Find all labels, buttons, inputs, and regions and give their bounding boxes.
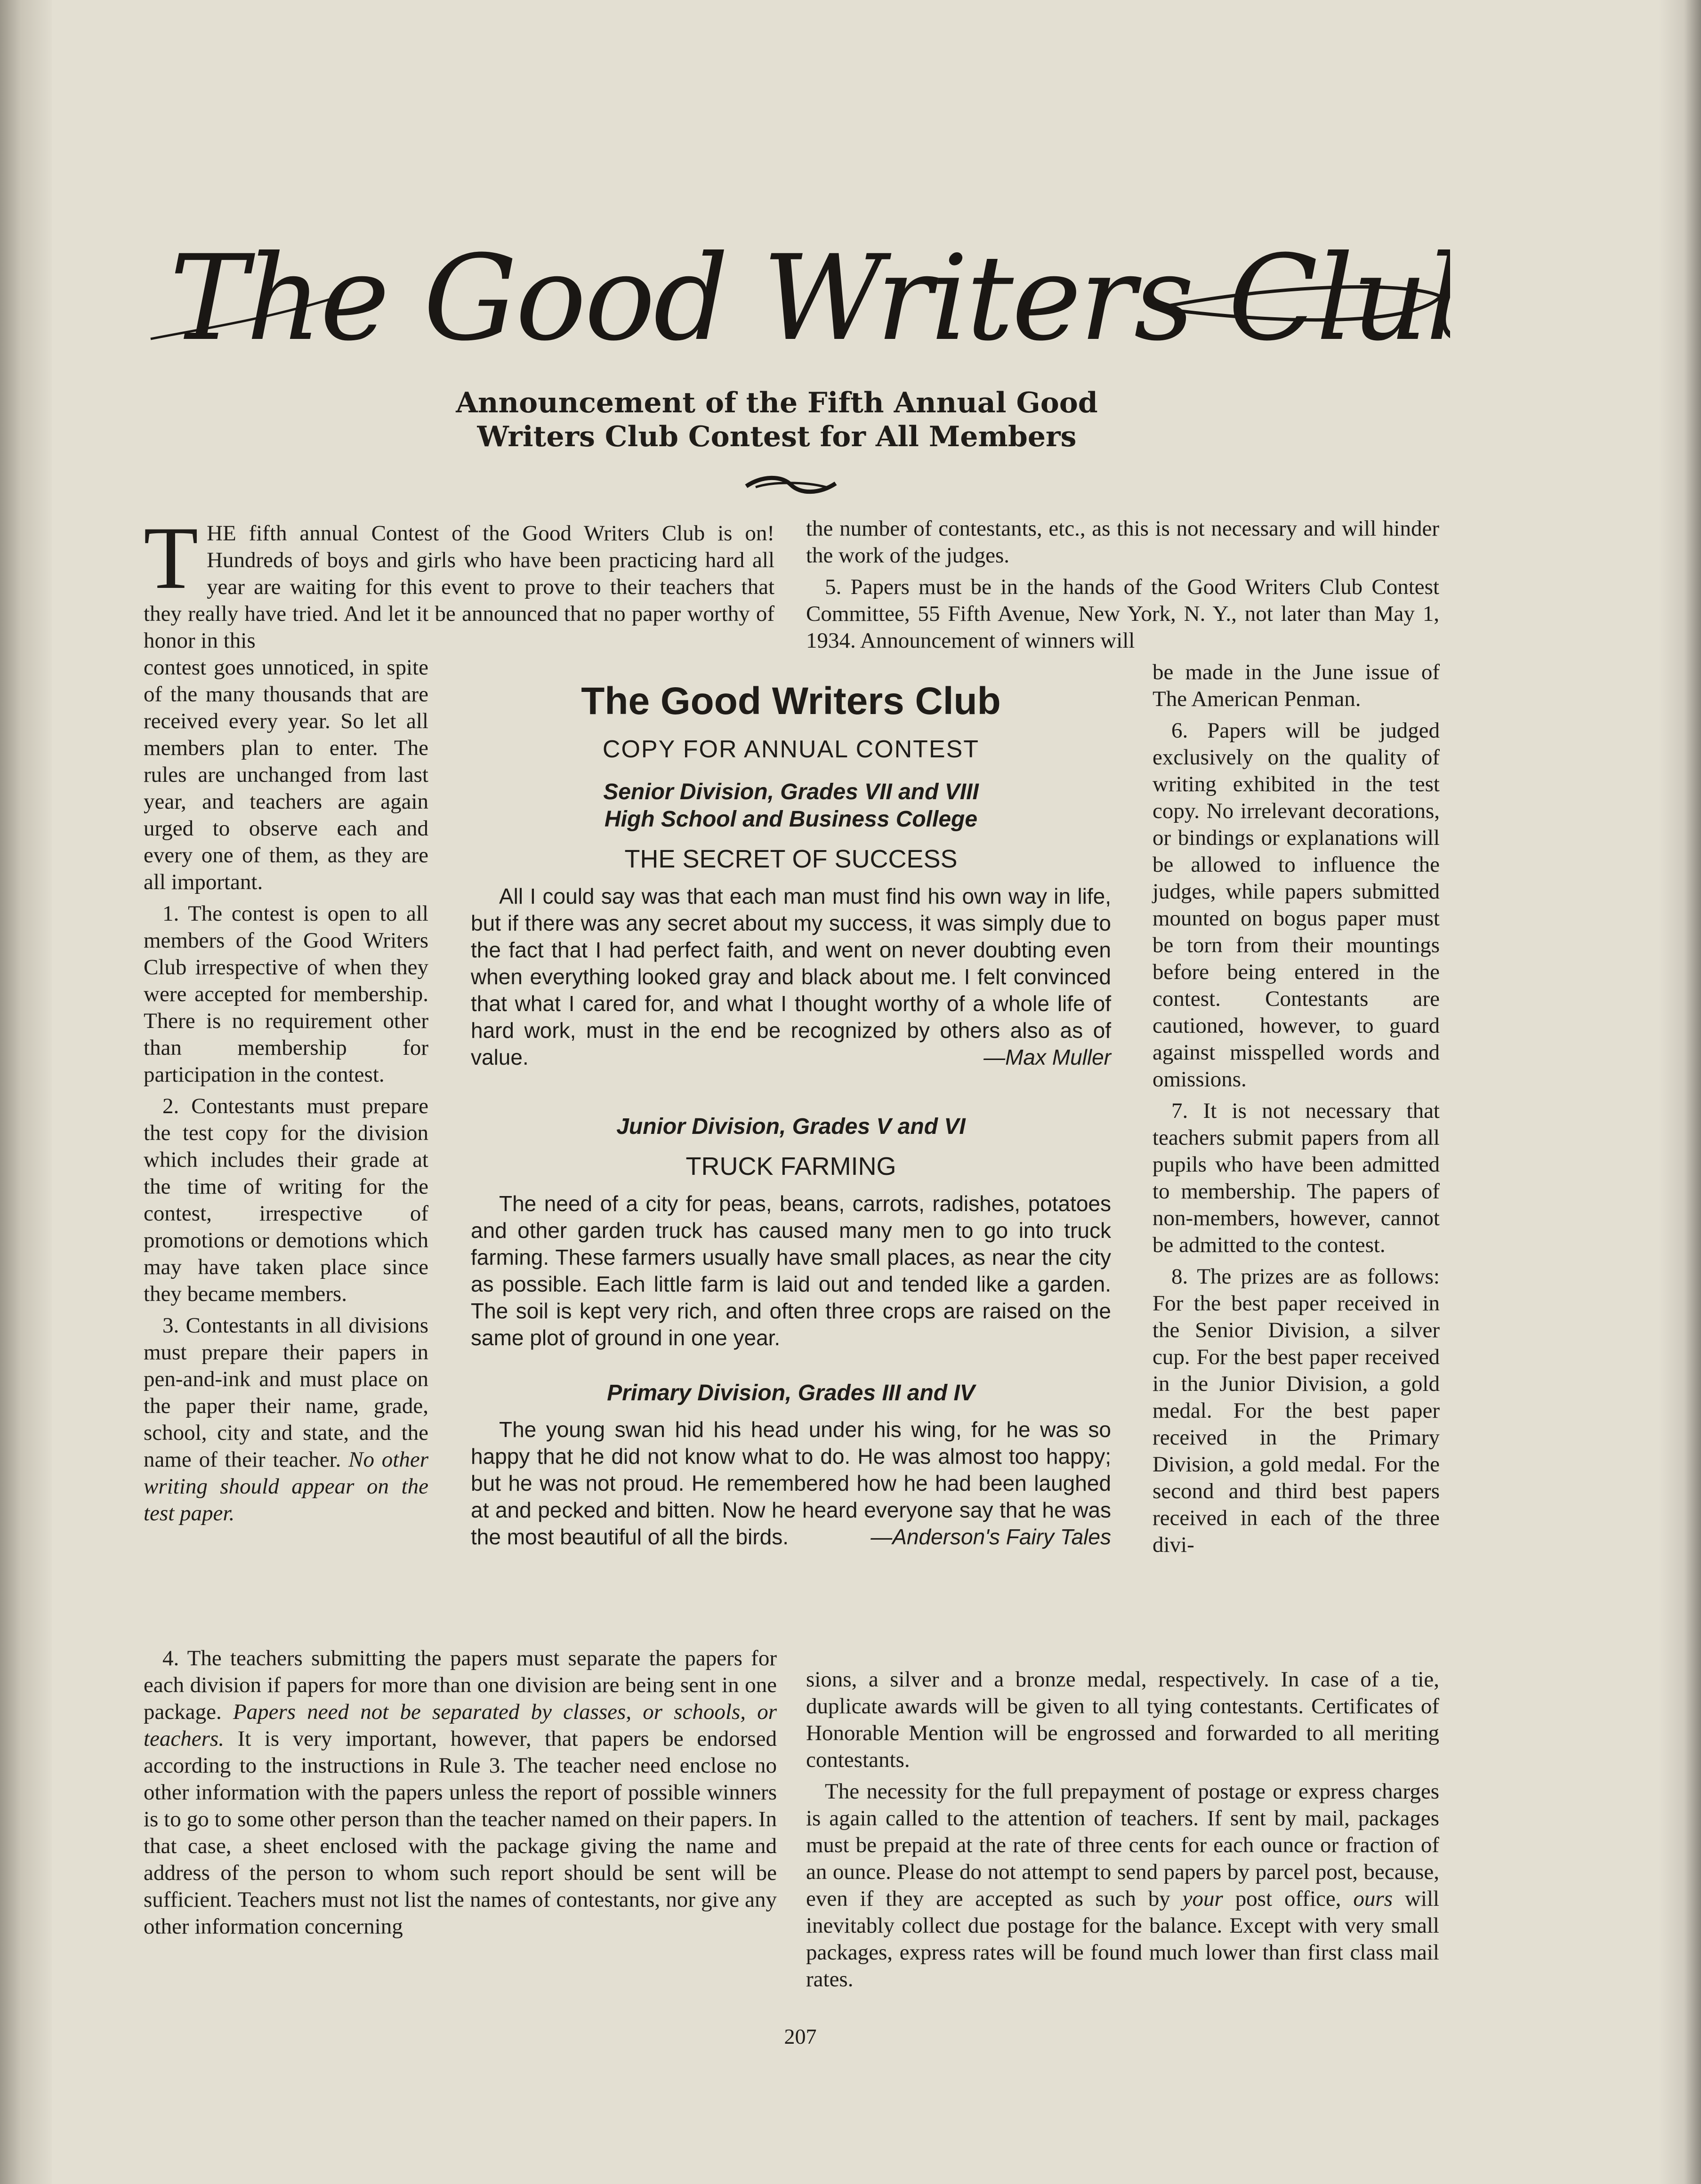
rule-8: 8. The prizes are as follows: For the best paper received in the Senior Division, a silver cup. For the best paper received in the Junior Division, a gold medal. For the best paper received in the Primary Division, a gold medal. For the second and third best papers received in each of the three divi- — [1153, 1264, 1440, 1557]
rule-4-italic: Papers need not be separated by classes, or schools, or teachers. — [144, 1700, 777, 1751]
announcement-subtitle — [424, 386, 1130, 454]
book-gutter — [0, 0, 52, 2184]
subtitle-line-1: Announcement of the Fifth Annual Good — [456, 386, 1098, 419]
lead-paragraph — [144, 509, 774, 659]
postage-text-a: The necessity for the full prepayment of postage or express charges is again called to the attention of teachers. If sent by mail, packages must be prepaid at the rate of three cents for each ounce or fraction of an ounce. Please do not attempt to send papers by parcel post, because, even if they are accepted as such by — [806, 1779, 1439, 1911]
junior-copy-title: TRUCK FARMING — [685, 1152, 896, 1180]
postage-your: your — [1182, 1887, 1223, 1911]
box-subtitle: COPY FOR ANNUAL CONTEST — [602, 736, 980, 763]
page-number: 207 — [784, 2024, 817, 2048]
rule-2: 2. Contestants must prepare the test copy for the division which includes their grade at the time of writing for the contest, irrespective of promotions or demotions which may have taken place since they became members. — [144, 1094, 428, 1306]
right-top-column — [806, 515, 1439, 659]
rule-8-continued: sions, a silver and a bronze medal, respectively. In case of a tie, duplicate awards will be given to all tying contestants. Certificates of Honorable Mention will be engrossed and forwarded to all meriting contestants. — [806, 1667, 1439, 1772]
left-narrow-column — [144, 654, 428, 1532]
rule-5: 5. Papers must be in the hands of the Good Writers Club Contest Committee, 55 Fifth Avenue, New York, N. Y., not later than May 1, 1934. Announcement of winners will — [806, 575, 1439, 653]
rule-4-text-a: 4. The teachers submitting the papers must separate the papers for each division if papers for more than one division are being sent in one package. — [144, 1646, 777, 1724]
rule-4-continued: the number of contestants, etc., as this is not necessary and will hinder the work of the judges. — [806, 516, 1439, 568]
primary-division-heading: Primary Division, Grades III and IV — [607, 1381, 975, 1405]
senior-copy-text: All I could say was that each man must find his own way in life, but if there was any secret about my success, it was simply due to the fact that I had perfect faith, and went on never doubting even when everything looked gray and black about me. I felt convinced that what I cared for, and what I thought worthy of a whole life of hard work, must in the end be recognized by others also as of value. — [471, 884, 1111, 1069]
contest-copy-box — [471, 678, 1111, 1550]
postage-text-b: post office, — [1235, 1887, 1341, 1911]
senior-copy-title: THE SECRET OF SUCCESS — [624, 845, 958, 873]
right-bottom-column — [806, 1666, 1439, 1998]
rule-4-text-b: It is very important, however, that papers be endorsed according to the instructions in Rule 3. The teacher need enclose no other information with the papers unless the report of possible winners is to go to some other person than the teacher named on their papers. In that case, a sheet enclosed with the package giving the name and address of the person to whom such report should be sent will be sufficient. Teachers must not list the names of contestants, nor give any other information concerning — [144, 1726, 777, 1939]
rule-3-text: 3. Contestants in all divisions must prepare their papers in pen-and-ink and must place on the paper their name, grade, school, city and state, and the name of their teacher. — [144, 1313, 428, 1472]
rule-7: 7. It is not necessary that teachers submit papers from all pupils who have been admitted to membership. The papers of non-members, however, cannot be admitted to the contest. — [1153, 1099, 1440, 1257]
rule-4-block — [144, 1645, 777, 1945]
rule-1: 1. The contest is open to all members of the Good Writers Club irrespective of when they were accepted for membership. There is no requirement other than membership for participation in the contest. — [144, 901, 428, 1087]
drop-cap: T — [144, 509, 199, 608]
primary-copy-attribution: —Anderson's Fairy Tales — [871, 1525, 1111, 1549]
lead-top-text: HE fifth annual Contest of the Good Writers Club is on! Hundreds of boys and girls who have been practicing hard all year are waiting for this event to prove to their teachers that they really have tried. And let it be announced that no paper worthy of honor in this — [144, 521, 774, 653]
masthead-script-title — [141, 226, 1450, 395]
box-title: The Good Writers Club — [581, 680, 1001, 723]
ornament-divider-icon — [744, 473, 838, 497]
primary-copy-text: The young swan hid his head under his wing, for he was so happy that he did not know what to do. He was almost too happy; but he was not proud. He remembered how he had been laughed at and pecked and bitten. Now he heard everyone say that he was the most beautiful of all the birds. — [471, 1417, 1111, 1549]
senior-copy-attribution: —Max Muller — [984, 1045, 1111, 1069]
junior-division-heading: Junior Division, Grades V and VI — [616, 1114, 966, 1139]
postage-text-c: will inevitably collect due postage for the balance. Except with very small packages, express rates will be found much lower than first class mail rates. — [806, 1887, 1440, 1991]
rule-3-italic: No other writing should appear on the test paper. — [144, 1447, 428, 1526]
rule-5-continued: be made in the June issue of The American Penman. — [1153, 660, 1440, 711]
postage-paragraph — [806, 1778, 1439, 1993]
senior-copy-body — [471, 883, 1111, 1071]
junior-copy-body: The need of a city for peas, beans, carrots, radishes, potatoes and other garden truck has caused many men to go into truck farming. These farmers usually have small places, as near the city as possible. Each little farm is laid out and tended like a garden. The soil is kept very rich, and often three crops are raised on the same plot of ground in one year. — [471, 1191, 1111, 1350]
lead-narrow-text: contest goes unnoticed, in spite of the many thousands that are received every year. So let all members plan to enter. The rules are unchanged from last year, and teachers are again urged to observe each and every one of them, as they are all important. — [144, 655, 428, 894]
rule-6: 6. Papers will be judged exclusively on the quality of writing exhibited in the test copy. No irrelevant decorations, or bindings or explanations will be allowed to influence the judges, while papers submitted mounted on bogus paper must be torn from their mountings before being entered in the contest. Contestants are cautioned, however, to guard against misspelled words and omissions. — [1153, 718, 1440, 1092]
rule-3 — [144, 1312, 428, 1527]
primary-copy-body — [471, 1416, 1111, 1550]
masthead-text: The Good Writers Club — [169, 230, 1450, 367]
postage-ours: ours — [1353, 1887, 1393, 1911]
rule-4 — [144, 1645, 777, 1940]
senior-division-subheading: High School and Business College — [604, 807, 978, 832]
senior-division-heading: Senior Division, Grades VII and VIII — [603, 779, 979, 804]
right-narrow-column — [1153, 659, 1440, 1563]
page-edge — [1659, 0, 1701, 2184]
subtitle-line-2: Writers Club Contest for All Members — [477, 420, 1077, 453]
